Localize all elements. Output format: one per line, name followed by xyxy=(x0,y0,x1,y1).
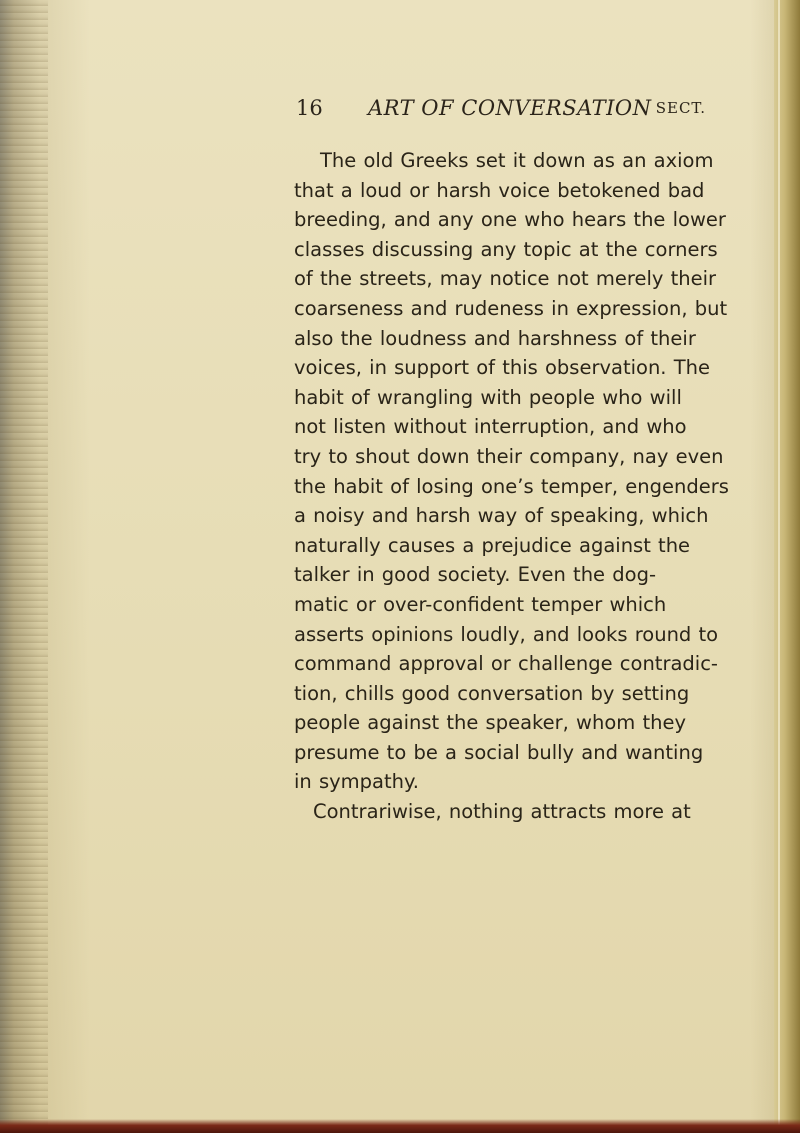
text-line: of the streets, may notice not merely their xyxy=(294,267,717,291)
text-line: coarseness and rudeness in expression, but xyxy=(294,296,728,320)
binding-gutter xyxy=(0,0,48,1133)
text-line: that a loud or harsh voice betokened bad xyxy=(294,178,705,202)
text-line: people against the speaker, whom they xyxy=(294,711,687,735)
text-line: try to shout down their company, nay even xyxy=(294,444,724,468)
text-line: also the loudness and harshness of their xyxy=(294,326,696,350)
text-line: naturally causes a prejudice against the xyxy=(294,533,691,557)
text-line: asserts opinions loudly, and looks round to xyxy=(294,622,719,646)
text-line: Contrariwise, nothing attracts more at xyxy=(313,800,691,824)
text-line: the habit of losing one’s temper, engenders xyxy=(294,474,729,498)
running-header xyxy=(296,96,716,126)
text-line: command approval or challenge contradic- xyxy=(294,652,718,676)
text-line: The old Greeks set it down as an axiom xyxy=(320,149,714,172)
body-text xyxy=(294,146,729,827)
section-label: SECT. xyxy=(655,99,706,117)
text-line: not listen without interruption, and who xyxy=(294,415,687,439)
text-line: talker in good society. Even the dog- xyxy=(294,563,656,587)
page-edge-highlight xyxy=(778,0,780,1133)
page-number: 16 xyxy=(296,96,323,120)
running-title: ART OF CONVERSATION xyxy=(368,96,652,120)
text-line: habit of wrangling with people who will xyxy=(294,385,682,409)
text-line: a noisy and harsh way of speaking, which xyxy=(294,504,709,528)
bottom-binding-band xyxy=(0,1119,800,1133)
text-line: voices, in support of this observation. The xyxy=(294,356,710,380)
text-line: presume to be a social bully and wanting xyxy=(294,740,704,764)
text-line: breeding, and any one who hears the lower xyxy=(294,208,726,232)
text-line: in sympathy. xyxy=(294,770,419,794)
text-line: classes discussing any topic at the corners xyxy=(294,237,718,261)
text-line: tion, chills good conversation by setting xyxy=(294,681,690,705)
text-line: matic or over-confident temper which xyxy=(294,592,667,616)
